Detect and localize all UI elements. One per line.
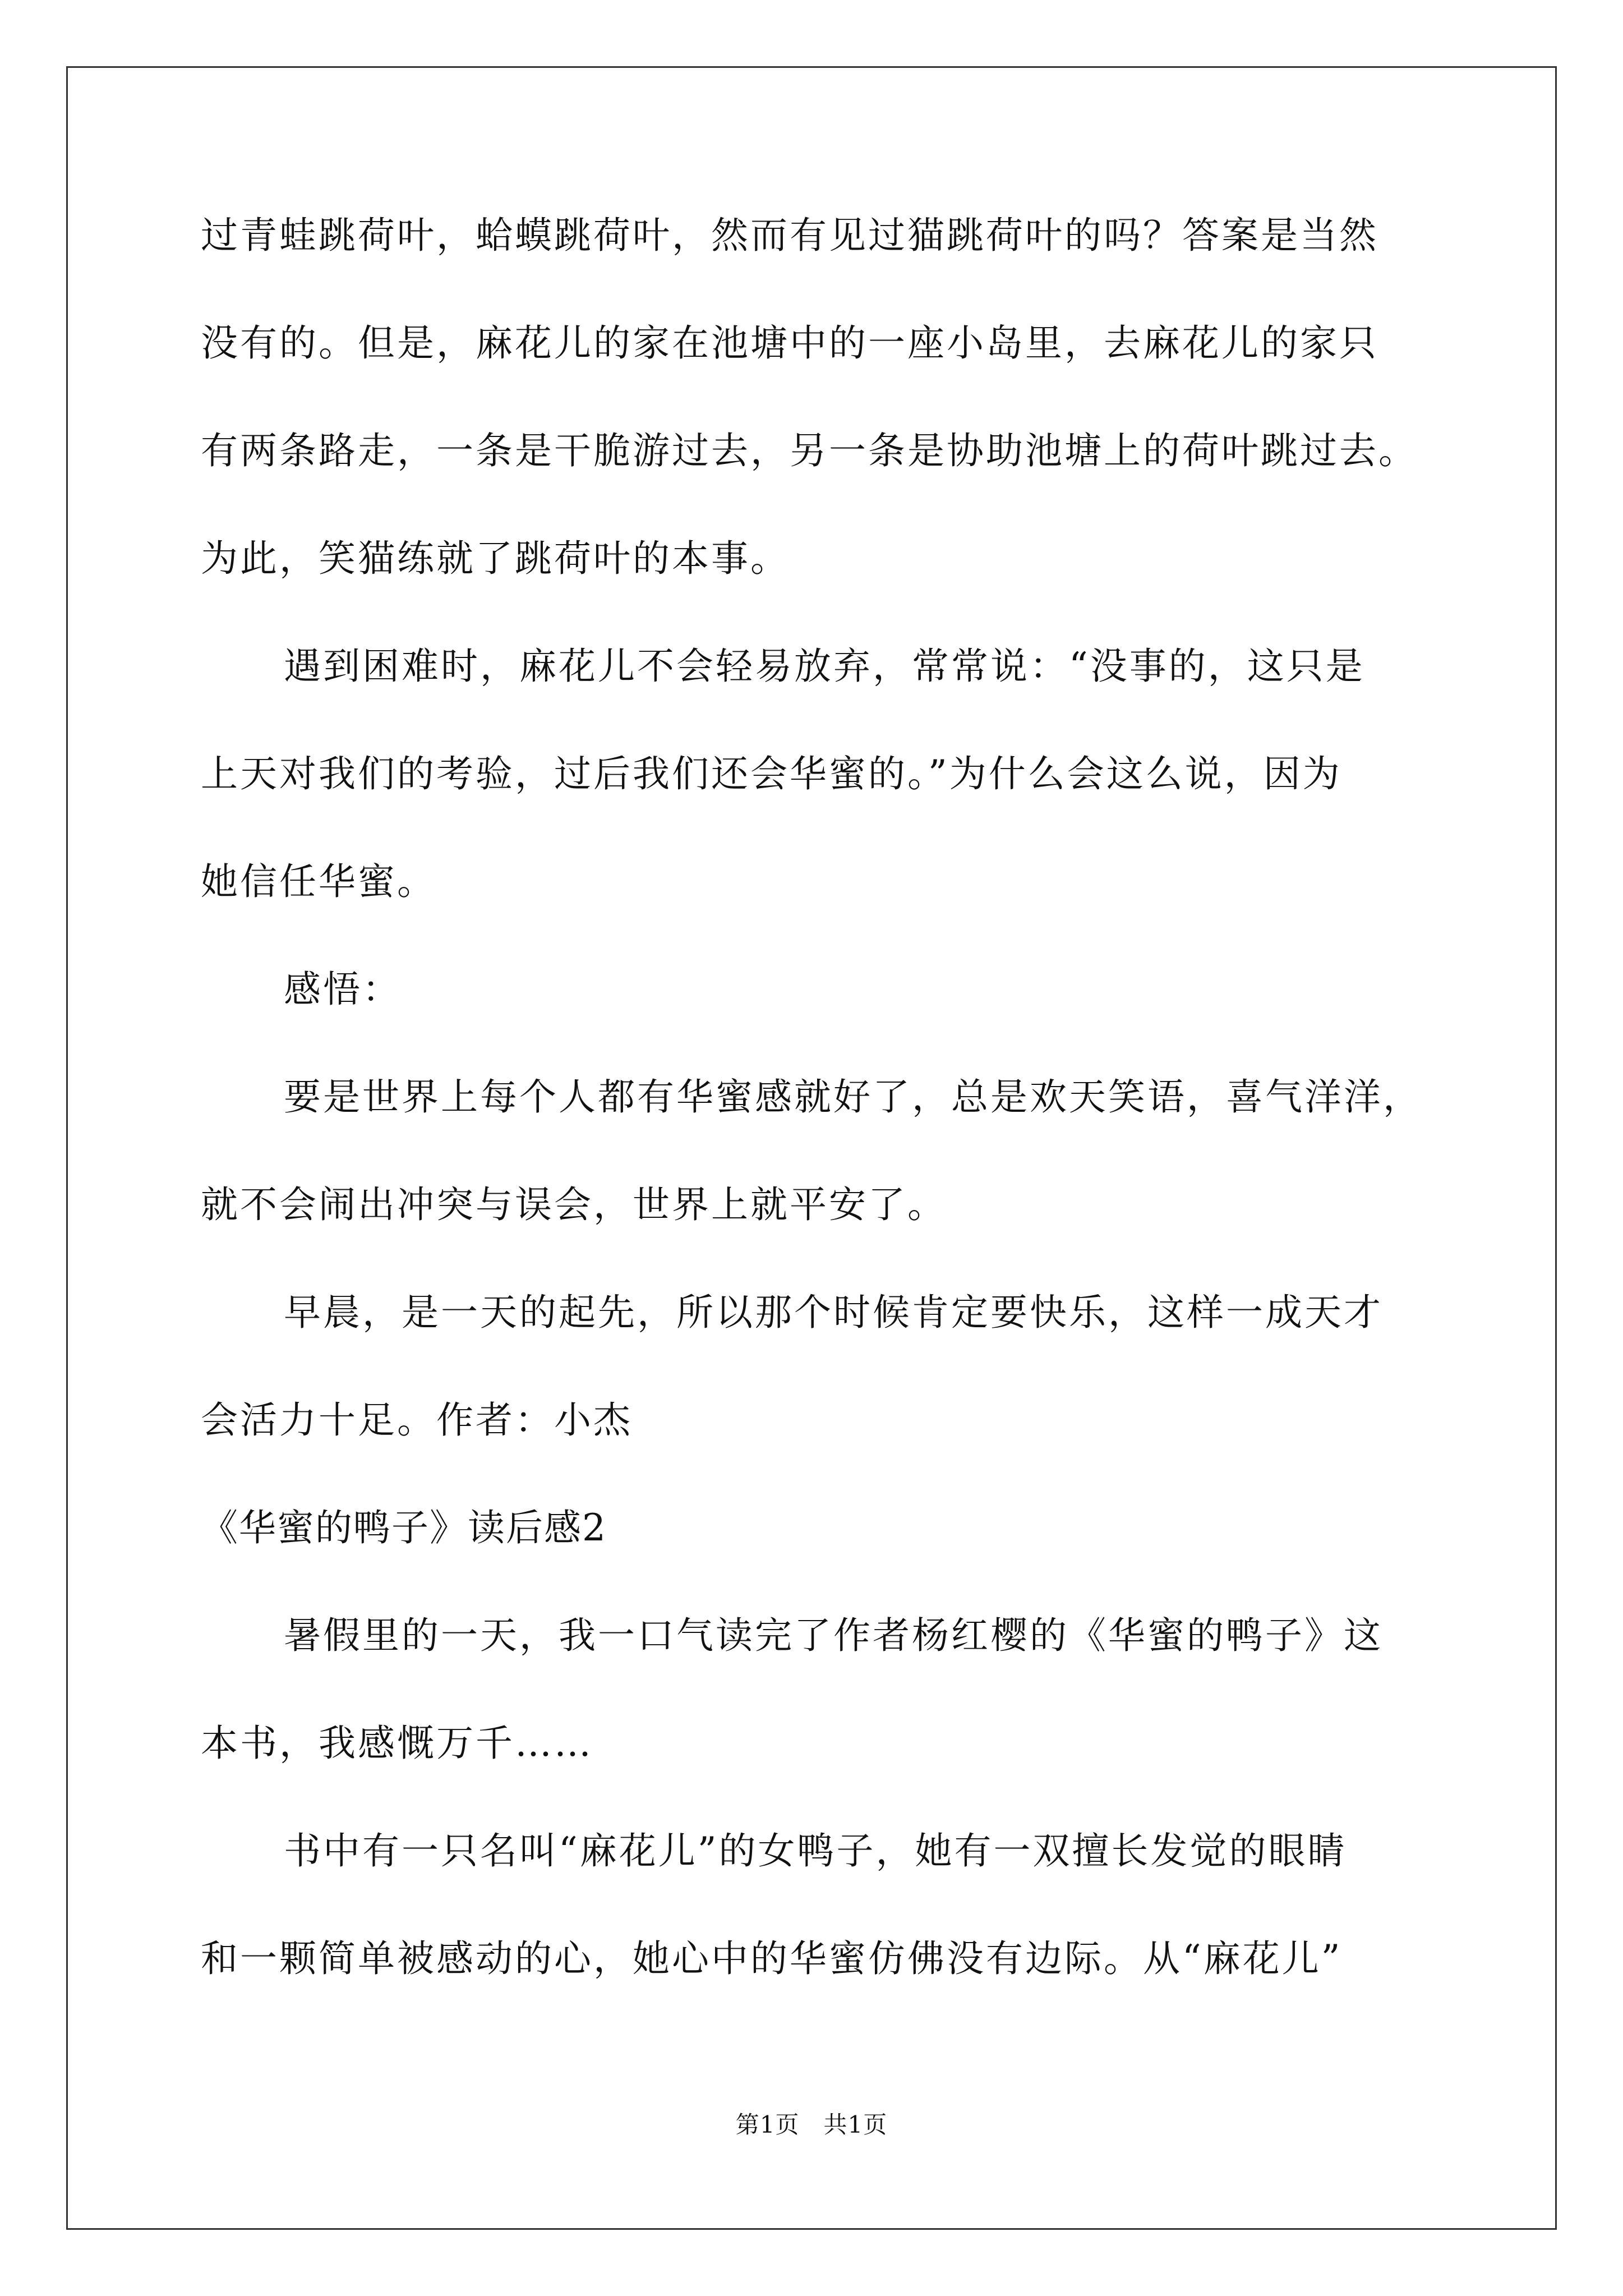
paragraph-3-line-1: 感悟：: [284, 968, 402, 1011]
paragraph-5-line-2: 会活力十足。作者：小杰: [201, 1398, 633, 1442]
paragraph-7-line-1: 暑假里的一天，我一口气读完了作者杨红樱的《华蜜的鸭子》这: [284, 1614, 1383, 1657]
paragraph-1-line-4: 为此，笑猫练就了跳荷叶的本事。: [201, 537, 790, 580]
paragraph-2-line-2: 上天对我们的考验，过后我们还会华蜜的。”为什么会这么说，因为: [201, 752, 1342, 795]
paragraph-2-line-3: 她信任华蜜。: [201, 860, 436, 903]
paragraph-4-line-1: 要是世界上每个人都有华蜜感就好了，总是欢天笑语，喜气洋洋，: [284, 1075, 1422, 1119]
paragraph-4-line-2: 就不会闹出冲突与误会，世界上就平安了。: [201, 1183, 947, 1226]
paragraph-8-line-1: 书中有一只名叫“麻花儿”的女鸭子，她有一双擅长发觉的眼睛: [284, 1829, 1347, 1872]
page-border: [66, 66, 1557, 2230]
paragraph-1-line-2: 没有的。但是，麻花儿的家在池塘中的一座小岛里，去麻花儿的家只: [201, 321, 1378, 365]
paragraph-1-line-1: 过青蛙跳荷叶，蛤蟆跳荷叶，然而有见过猫跳荷叶的吗？答案是当然: [201, 214, 1378, 257]
paragraph-2-line-1: 遇到困难时，麻花儿不会轻易放弃，常常说：“没事的，这只是: [284, 645, 1365, 688]
section-heading: 《华蜜的鸭子》读后感2: [201, 1506, 607, 1549]
paragraph-1-line-3: 有两条路走，一条是干脆游过去，另一条是协助池塘上的荷叶跳过去。: [201, 429, 1418, 472]
paragraph-8-line-2: 和一颗简单被感动的心，她心中的华蜜仿佛没有边际。从“麻花儿”: [201, 1937, 1343, 1980]
paragraph-5-line-1: 早晨，是一天的起先，所以那个时候肯定要快乐，这样一成天才: [284, 1291, 1383, 1334]
paragraph-7-line-2: 本书，我感慨万千……: [201, 1722, 593, 1765]
page-footer: 第1页 共1页: [735, 2111, 888, 2138]
